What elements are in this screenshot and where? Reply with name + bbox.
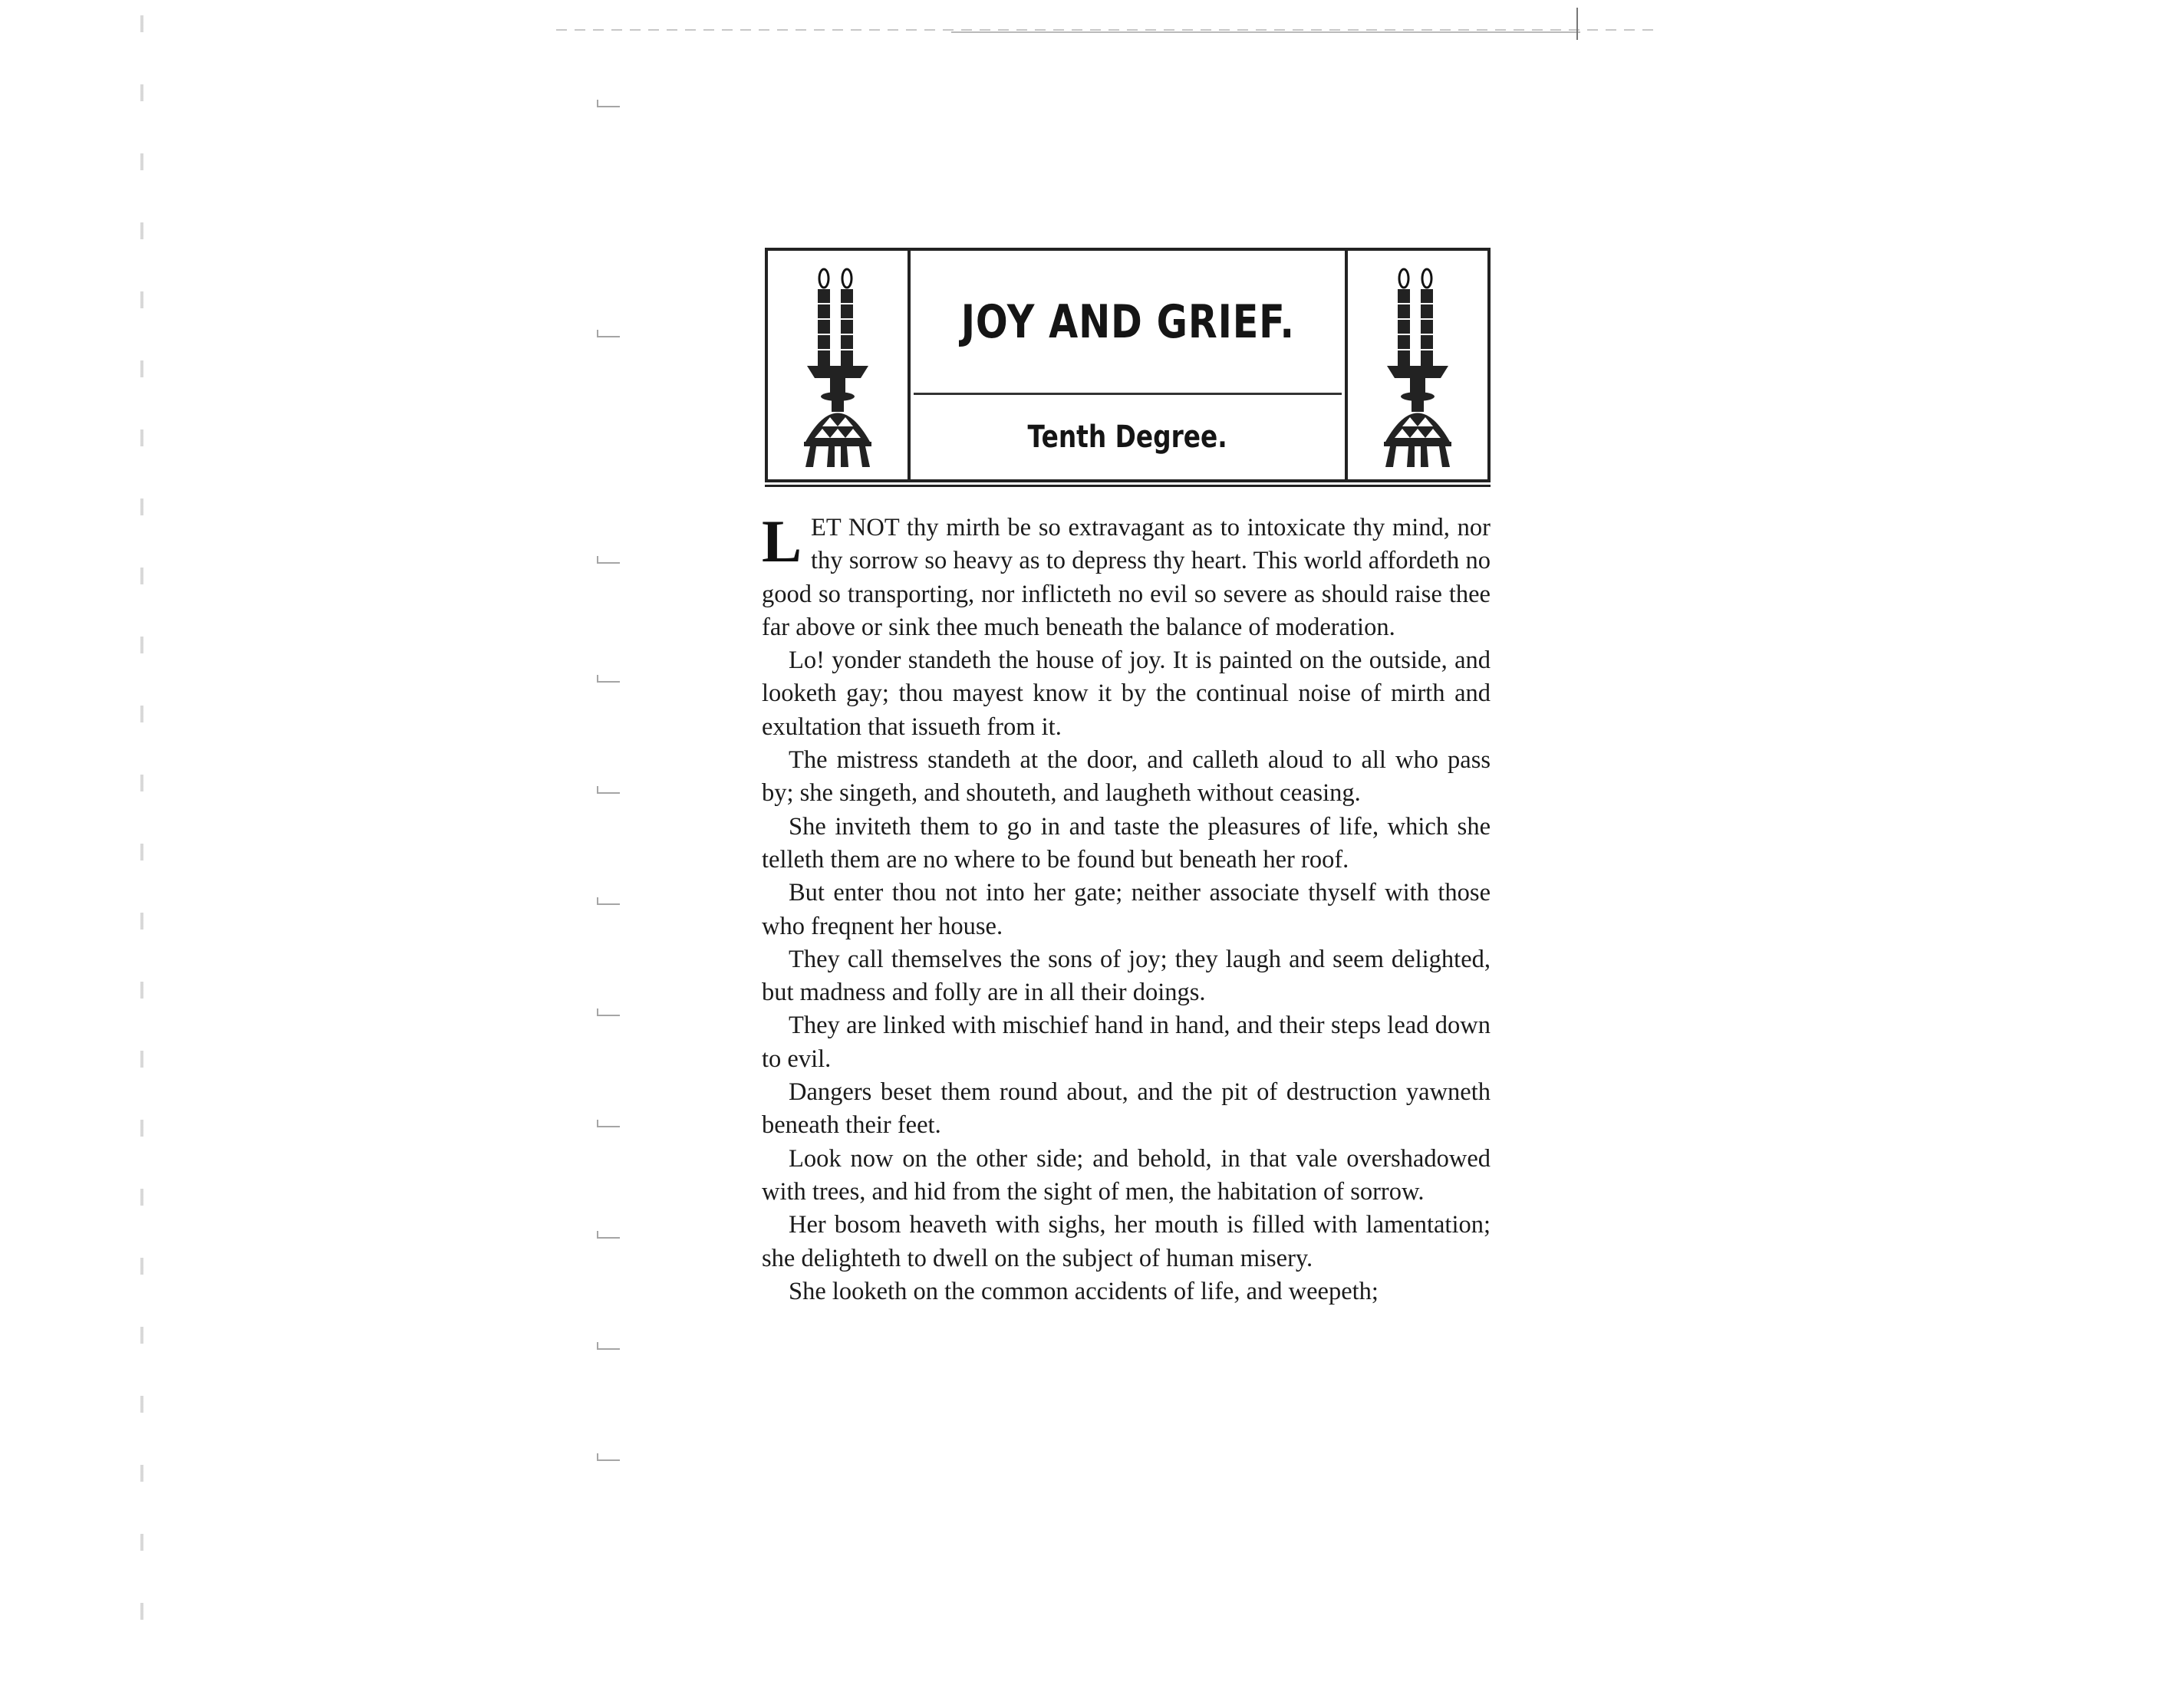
- margin-mark: [597, 1231, 620, 1239]
- scan-top-tick: [1576, 8, 1578, 40]
- paragraph: Her bosom heaveth with sighs, her mouth is filled with lamentation; she delighteth to dwell on the subject of human misery.: [762, 1211, 1491, 1272]
- scan-margin-marks: [597, 54, 628, 1641]
- subtitle-cell: [911, 395, 1345, 479]
- paragraph: Dangers beset them round about, and the pit of destruction yawneth beneath their feet.: [762, 1078, 1491, 1140]
- scan-edge-artifact: [140, 15, 143, 1626]
- margin-mark: [597, 330, 620, 337]
- paragraph: They call themselves the sons of joy; they laugh and seem delighted, but madness and folly are in all their doings.: [762, 945, 1491, 1007]
- drop-cap: L: [762, 508, 802, 574]
- ornament-panel-right: [1345, 251, 1487, 479]
- margin-mark: [597, 675, 620, 683]
- margin-mark: [597, 1342, 620, 1350]
- title-cell: [914, 251, 1342, 395]
- margin-mark: [597, 1009, 620, 1016]
- candlestick-icon: [1372, 262, 1464, 469]
- margin-mark: [597, 556, 620, 564]
- header-center: [911, 251, 1345, 479]
- paragraph: But enter thou not into her gate; neither associate thyself with those who freqnent her house.: [762, 879, 1491, 940]
- margin-mark: [597, 786, 620, 794]
- scan-top-rule: [556, 29, 1653, 31]
- ornament-panel-left: [768, 251, 911, 479]
- paragraph: She inviteth them to go in and taste the pleasures of life, which she telleth them are no where to be found but beneath her roof.: [762, 812, 1491, 874]
- chapter-header: [765, 248, 1491, 482]
- chapter-subtitle: Tenth Degree.: [1027, 420, 1228, 455]
- chapter-body: [762, 508, 1491, 1308]
- opening-text: thy mirth be so extravagant as to intoxicate thy mind, nor thy sorrow so heavy as to depress thy heart. This world affordeth no good so transporting, nor inflicteth no evil so severe as should raise thee far above or sink thee much beneath the balance of moderation.: [762, 514, 1491, 641]
- scan-top-rule-solid: [951, 31, 1580, 33]
- paragraph: They are linked with mischief hand in hand, and their steps lead down to evil.: [762, 1012, 1491, 1073]
- paragraph: She looketh on the common accidents of life, and weepeth;: [789, 1277, 1379, 1305]
- margin-mark: [597, 100, 620, 107]
- opening-small-caps: ET NOT: [811, 514, 900, 541]
- candlestick-icon: [792, 262, 884, 469]
- margin-mark: [597, 897, 620, 905]
- paragraph: The mistress standeth at the door, and calleth aloud to all who pass by; she singeth, and shouteth, and laugheth without ceasing.: [762, 746, 1491, 808]
- paragraph-opening: [762, 508, 1491, 644]
- margin-mark: [597, 1453, 620, 1461]
- paragraph: Lo! yonder standeth the house of joy. It is painted on the outside, and looketh gay; thou mayest know it by the continual noise of mirth and exultation that issueth from it.: [762, 647, 1491, 741]
- margin-mark: [597, 1120, 620, 1127]
- paragraph: Look now on the other side; and behold, in that vale overshadowed with trees, and hid from the sight of men, the habitation of sorrow.: [762, 1144, 1491, 1206]
- chapter-title: JOY AND GRIEF.: [960, 294, 1295, 349]
